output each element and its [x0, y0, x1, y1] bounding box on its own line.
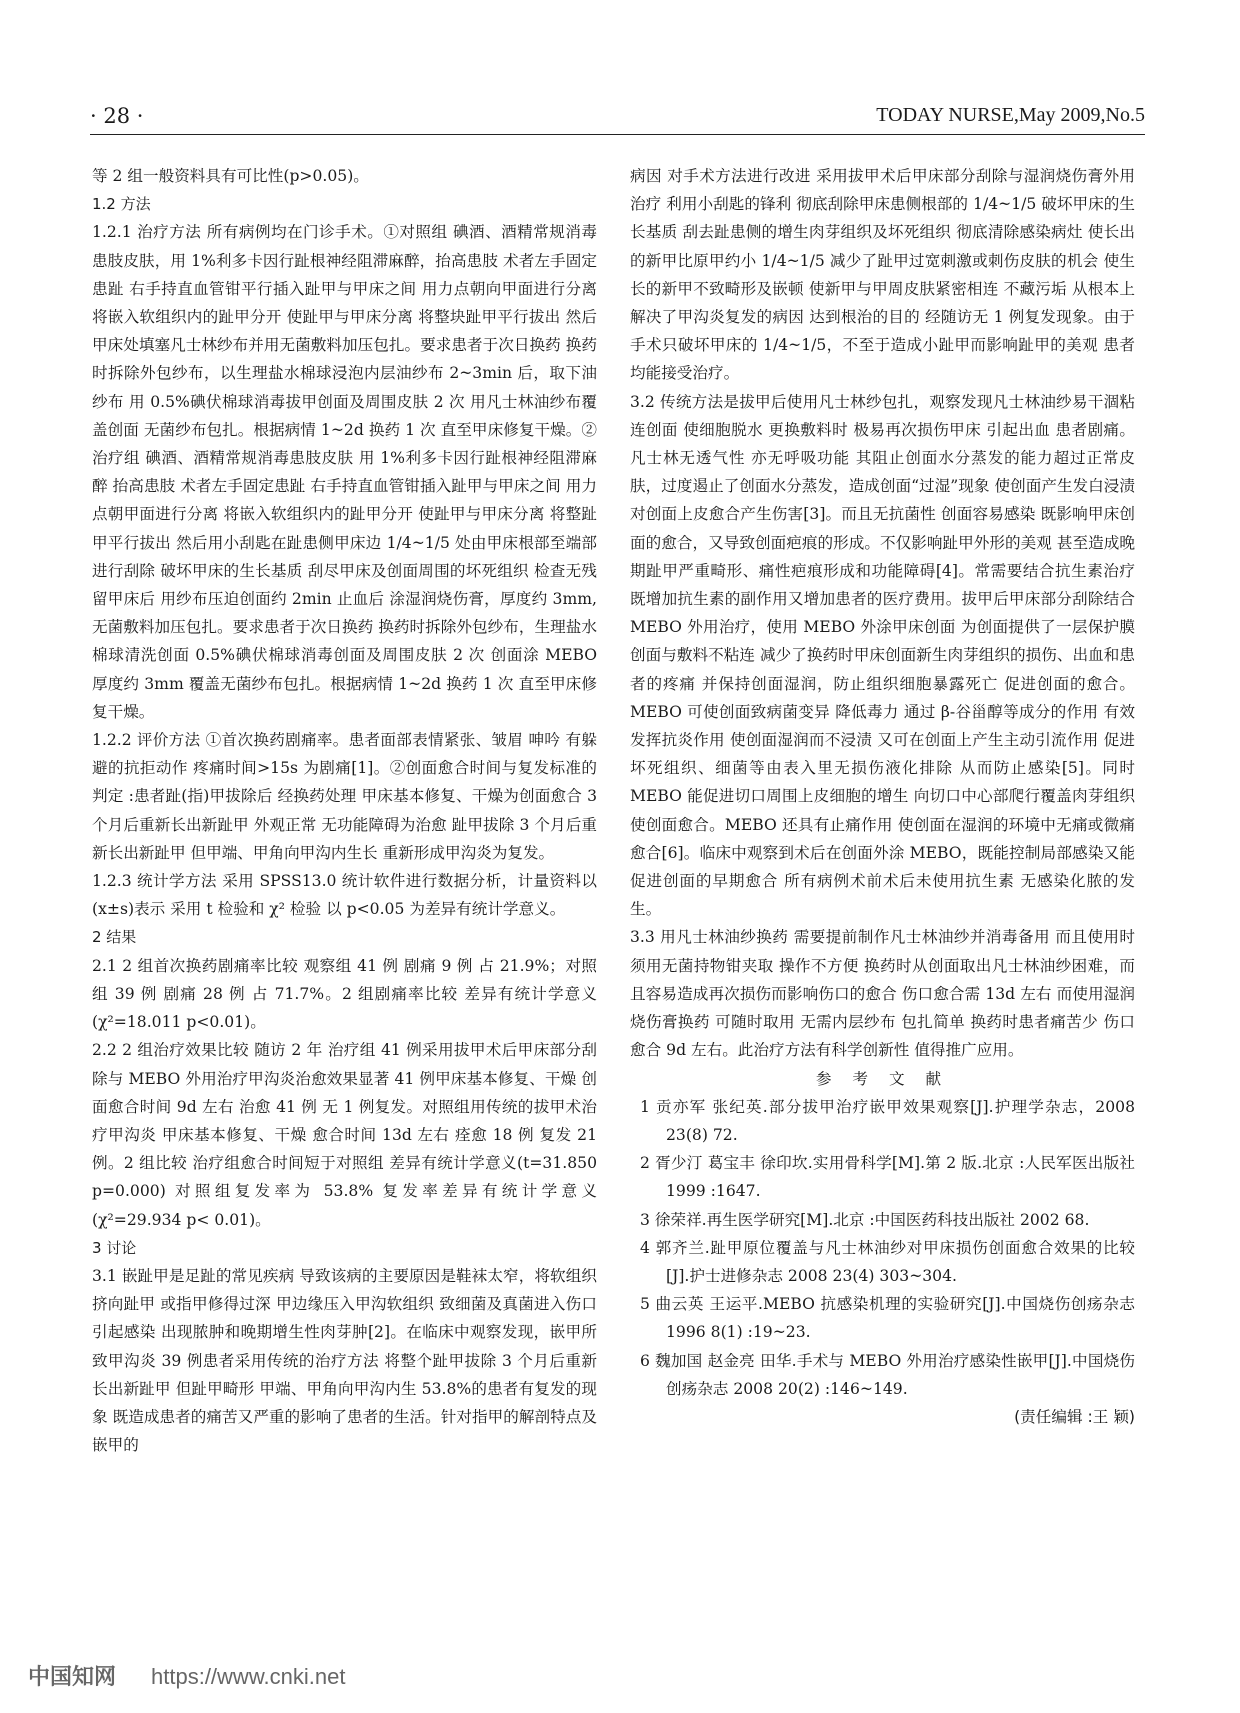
section-heading: 1.2 方法: [92, 195, 151, 214]
editor-note: (责任编辑 :王 颖): [1014, 1407, 1135, 1426]
paragraph: 病因 对手术方法进行改进 采用拔甲术后甲床部分刮除与湿润烧伤膏外用治疗 利用小刮匙的锋利 彻底刮除甲床患侧根部的 1/4~1/5 破坏甲床的生长基质 刮去趾患侧的增生肉芽组织及坏死组织 彻底清除感染病灶 使长出的新甲比原甲约小 1/4~1/5 减少了趾甲过宽刺激或刺伤皮肤的机会 使生长的新甲不致畸形及嵌顿 使新甲与甲周皮肤紧密相连 不藏污垢 从根本上解决了甲沟炎复发的病因 达到根治的目的 经随访无 1 例复发现象。由于手术只破坏甲床的 1/4~1/5，不至于造成小趾甲而影响趾甲的美观 患者均能接受治疗。: [630, 167, 1135, 383]
reference-item: 2 胥少汀 葛宝丰 徐印坎.实用骨科学[M].第 2 版.北京 :人民军医出版社 1999 :1647.: [640, 1154, 1135, 1201]
paragraph: 3.1 嵌趾甲是足趾的常见疾病 导致该病的主要原因是鞋袜太窄，将软组织挤向趾甲 或指甲修得过深 甲边缘压入甲沟软组织 致细菌及真菌进入伤口引起感染 出现脓肿和晚期增生性肉芽肿[2]。在临床中观察发现，嵌甲所致甲沟炎 39 例患者采用传统的治疗方法 将整个趾甲拔除 3 个月后重新长出新趾甲 但趾甲畸形 甲端、甲角向甲沟内生 53.8%的患者有复发的现象 既造成患者的痛苦又严重的影响了患者的生活。针对指甲的解剖特点及嵌甲的: [92, 1266, 597, 1455]
paragraph: 1.2.2 评价方法 ①首次换药剧痛率。患者面部表情紧张、皱眉 呻吟 有躲避的抗拒动作 疼痛时间>15s 为剧痛[1]。②创面愈合时间与复发标准的判定 :患者趾(指)甲拔除后 经换药处理 甲床基本修复、干燥为创面愈合 3 个月后重新长出新趾甲 外观正常 无功能障碍为治愈 趾甲拔除 3 个月后重新长出新趾甲 但甲端、甲角向甲沟内生长 重新形成甲沟炎为复发。: [92, 731, 597, 862]
reference-item: 5 曲云英 王运平.MEBO 抗感染机理的实验研究[J].中国烧伤创疡杂志 1996 8(1) :19~23.: [640, 1295, 1135, 1342]
reference-item: 3 徐荣祥.再生医学研究[M].北京 :中国医药科技出版社 2002 68.: [640, 1210, 1090, 1229]
section-heading: 3 讨论: [92, 1238, 137, 1257]
paragraph: 等 2 组一般资料具有可比性(p>0.05)。: [92, 167, 369, 185]
reference-item: 4 郭齐兰.趾甲原位覆盖与凡士林油纱对甲床损伤创面愈合效果的比较[J].护士进修杂志 2008 23(4) 303~304.: [640, 1238, 1135, 1285]
right-column: [630, 162, 1135, 1431]
reference-item: 1 贡亦军 张纪英.部分拔甲治疗嵌甲效果观察[J].护理学杂志，2008 23(8) 72.: [640, 1097, 1135, 1144]
left-column: [92, 162, 597, 1459]
paragraph: 1.2.1 治疗方法 所有病例均在门诊手术。①对照组 碘酒、酒精常规消毒患肢皮肤，用 1%利多卡因行趾根神经阻滞麻醉，抬高患肢 术者左手固定患趾 右手持直血管钳平行插入趾甲与甲床之间 用力点朝向甲面进行分离 将嵌入软组织内的趾甲分开 使趾甲与甲床分离 将整块趾甲平行拔出 然后甲床处填塞凡士林纱布并用无菌敷料加压包扎。要求患者于次日换药 换药时拆除外包纱布，以生理盐水棉球浸泡内层油纱布 2~3min 后，取下油纱布 用 0.5%碘伏棉球消毒拔甲创面及周围皮肤 2 次 用凡士林油纱布覆盖创面 无菌纱布包扎。根据病情 1~2d 换药 1 次 直至甲床修复干燥。②治疗组 碘酒、酒精常规消毒患肢皮肤 用 1%利多卡因行趾根神经阻滞麻醉 抬高患肢 术者左手固定患趾 右手持直血管钳插入趾甲与甲床之间 用力点朝甲面进行分离 将嵌入软组织内的趾甲分开 使趾甲与甲床分离 将整趾甲平行拔出 然后用小刮匙在趾患侧甲床边 1/4~1/5 处由甲床根部至端部进行刮除 破坏甲床的生长基质 刮尽甲床及创面周围的坏死组织 检查无残留甲床后 用纱布压迫创面约 2min 止血后 涂湿润烧伤膏，厚度约 3mm,无菌敷料加压包扎。要求患者于次日换药 换药时拆除外包纱布，生理盐水棉球清洗创面 0.5%碘伏棉球消毒创面及周围皮肤 2 次 创面涂 MEBO 厚度约 3mm 覆盖无菌纱布包扎。根据病情 1~2d 换药 1 次 直至甲床修复干燥。: [92, 223, 597, 721]
paragraph: 3.2 传统方法是拔甲后使用凡士林纱包扎，观察发现凡士林油纱易干涸粘连创面 使细胞脱水 更换敷料时 极易再次损伤甲床 引起出血 患者剧痛。凡士林无透气性 亦无呼吸功能 其阻止创面水分蒸发的能力超过正常皮肤，过度遏止了创面水分蒸发，造成创面“过湿”现象 使创面产生发白浸渍 对创面上皮愈合产生伤害[3]。而且无抗菌性 创面容易感染 既影响甲床创面的愈合，又导致创面疤痕的形成。不仅影响趾甲外形的美观 甚至造成晚期趾甲严重畸形、痛性疤痕形成和功能障碍[4]。常需要结合抗生素治疗 既增加抗生素的副作用又增加患者的医疗费用。拔甲后甲床部分刮除结合 MEBO 外用治疗，使用 MEBO 外涂甲床创面 为创面提供了一层保护膜 创面与敷料不粘连 减少了换药时甲床创面新生肉芽组织的损伤、出血和患者的疼痛 并保持创面湿润，防止组织细胞暴露死亡 促进创面的愈合。MEBO 可使创面致病菌变异 降低毒力 通过 β-谷甾醇等成分的作用 有效发挥抗炎作用 使创面湿润而不浸渍 又可在创面上产生主动引流作用 促进坏死组织、细菌等由表入里无损伤液化排除 从而防止感染[5]。同时 MEBO 能促进切口周围上皮细胞的增生 向切口中心部爬行覆盖肉芽组织 使创面愈合。MEBO 还具有止痛作用 使创面在湿润的环境中无痛或微痛愈合[6]。临床中观察到术后在创面外涂 MEBO，既能控制局部感染又能促进创面的早期愈合 所有病例术前术后未使用抗生素 无感染化脓的发生。: [630, 392, 1135, 919]
page-header: [90, 100, 1145, 135]
reference-item: 6 魏加国 赵金亮 田华.手术与 MEBO 外用治疗感染性嵌甲[J].中国烧伤创疡杂志 2008 20(2) :146~149.: [640, 1351, 1135, 1398]
paragraph: 1.2.3 统计学方法 采用 SPSS13.0 统计软件进行数据分析，计量资料以(x±s)表示 采用 t 检验和 χ² 检验 以 p<0.05 为差异有统计学意义。: [92, 872, 597, 919]
paragraph: 2.1 2 组首次换药剧痛率比较 观察组 41 例 剧痛 9 例 占 21.9%；对照组 39 例 剧痛 28 例 占 71.7%。2 组剧痛率比较 差异有统计学意义(χ²=18.011 p<0.01)。: [92, 956, 597, 1032]
paragraph: 2.2 2 组治疗效果比较 随访 2 年 治疗组 41 例采用拔甲术后甲床部分刮除与 MEBO 外用治疗甲沟炎治愈效果显著 41 例甲床基本修复、干燥 创面愈合时间 9d 左右 治愈 41 例 无 1 例复发。对照组用传统的拔甲术治疗甲沟炎 甲床基本修复、干燥 愈合时间 13d 左右 痊愈 18 例 复发 21 例。2 组比较 治疗组愈合时间短于对照组 差异有统计学意义(t=31.850 p=0.000) 对照组复发率为 53.8% 复发率差异有统计学意义(χ²=29.934 p< 0.01)。: [92, 1041, 597, 1229]
section-heading: 2 结果: [92, 928, 137, 947]
page-number: · 28 ·: [90, 104, 144, 128]
references-title: 参 考 文 献: [815, 1069, 950, 1088]
cnki-logo: 中国知网: [28, 1665, 117, 1690]
journal-title: TODAY NURSE,May 2009,No.5: [876, 104, 1145, 126]
paragraph: 3.3 用凡士林油纱换药 需要提前制作凡士林油纱并消毒备用 而且使用时须用无菌持物钳夹取 操作不方便 换药时从创面取出凡士林油纱困难，而且容易造成再次损伤而影响伤口的愈合 伤口愈合需 13d 左右 而使用湿润烧伤膏换药 可随时取用 无需内层纱布 包扎简单 换药时患者痛苦少 伤口愈合 9d 左右。此治疗方法有科学创新性 值得推广应用。: [630, 928, 1135, 1060]
watermark-footer: [28, 1660, 345, 1691]
cnki-url[interactable]: https://www.cnki.net: [151, 1664, 346, 1689]
